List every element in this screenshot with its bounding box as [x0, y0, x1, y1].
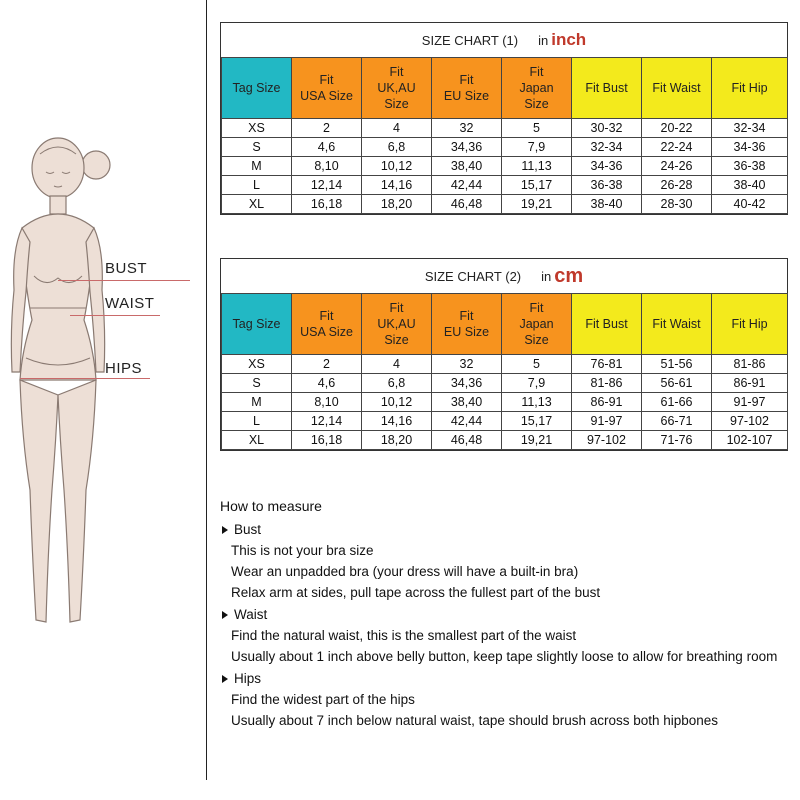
tag-size-cell: XS — [222, 119, 292, 138]
table-row — [222, 195, 788, 214]
column-header: Fit UK,AU Size — [362, 58, 432, 119]
size-cell: 38,40 — [432, 157, 502, 176]
howto-line: Usually about 1 inch above belly button, keep tape slightly loose to allow for breathing room — [231, 649, 778, 664]
size-cell: 26-28 — [642, 176, 712, 195]
chart-title — [221, 23, 787, 57]
waist-line — [70, 315, 160, 316]
table-row — [222, 176, 788, 195]
howto-line: This is not your bra size — [231, 543, 374, 558]
howto-section-title: Waist — [220, 604, 800, 625]
size-cell: 5 — [502, 119, 572, 138]
size-cell: 16,18 — [292, 431, 362, 450]
page-divider — [206, 0, 207, 780]
tag-size-cell: M — [222, 157, 292, 176]
size-cell: 11,13 — [502, 157, 572, 176]
size-cell: 56-61 — [642, 374, 712, 393]
size-cell: 32 — [432, 355, 502, 374]
size-cell: 97-102 — [572, 431, 642, 450]
table-row — [222, 355, 788, 374]
body-figure — [0, 110, 206, 650]
howto-section — [220, 668, 800, 731]
waist-label: WAIST — [105, 295, 155, 312]
column-header: Tag Size — [222, 294, 292, 355]
size-cell: 30-32 — [572, 119, 642, 138]
size-cell: 42,44 — [432, 412, 502, 431]
size-cell: 42,44 — [432, 176, 502, 195]
tag-size-cell: S — [222, 138, 292, 157]
column-header: Fit EU Size — [432, 294, 502, 355]
size-cell: 19,21 — [502, 431, 572, 450]
size-cell: 4,6 — [292, 374, 362, 393]
column-header: Fit Japan Size — [502, 58, 572, 119]
size-table — [221, 293, 788, 450]
size-chart-cm — [220, 258, 788, 451]
size-cell: 5 — [502, 355, 572, 374]
tag-size-cell: L — [222, 176, 292, 195]
size-cell: 14,16 — [362, 176, 432, 195]
howto-section — [220, 604, 800, 667]
size-cell: 91-97 — [572, 412, 642, 431]
size-cell: 46,48 — [432, 195, 502, 214]
table-row — [222, 431, 788, 450]
size-cell: 2 — [292, 355, 362, 374]
table-row — [222, 119, 788, 138]
unit-label: cm — [554, 264, 584, 287]
column-header: Fit Hip — [712, 58, 788, 119]
column-header: Fit UK,AU Size — [362, 294, 432, 355]
size-cell: 16,18 — [292, 195, 362, 214]
tag-size-cell: XS — [222, 355, 292, 374]
size-cell: 22-24 — [642, 138, 712, 157]
size-cell: 36-38 — [712, 157, 788, 176]
size-cell: 97-102 — [712, 412, 788, 431]
table-row — [222, 412, 788, 431]
size-cell: 102-107 — [712, 431, 788, 450]
tag-size-cell: S — [222, 374, 292, 393]
size-cell: 7,9 — [502, 374, 572, 393]
chart-title-text: SIZE CHART (2) — [424, 268, 522, 284]
column-header: Tag Size — [222, 58, 292, 119]
size-cell: 6,8 — [362, 138, 432, 157]
triangle-bullet-icon — [222, 675, 228, 683]
column-header: Fit USA Size — [292, 58, 362, 119]
unit-prefix: in — [541, 268, 552, 284]
how-to-measure — [220, 496, 800, 731]
table-row — [222, 374, 788, 393]
column-header: Fit Bust — [572, 58, 642, 119]
size-cell: 71-76 — [642, 431, 712, 450]
size-cell: 28-30 — [642, 195, 712, 214]
column-header: Fit Japan Size — [502, 294, 572, 355]
size-cell: 38-40 — [712, 176, 788, 195]
size-cell: 11,13 — [502, 393, 572, 412]
hips-label: HIPS — [105, 360, 143, 377]
chart-title — [221, 259, 787, 293]
unit-prefix: in — [538, 32, 549, 48]
triangle-bullet-icon — [222, 611, 228, 619]
hips-line — [20, 378, 150, 379]
size-cell: 4,6 — [292, 138, 362, 157]
howto-line: Find the natural waist, this is the smallest part of the waist — [231, 628, 577, 643]
size-cell: 15,17 — [502, 412, 572, 431]
chart-title-text: SIZE CHART (1) — [421, 32, 519, 48]
tag-size-cell: L — [222, 412, 292, 431]
size-cell: 7,9 — [502, 138, 572, 157]
tag-size-cell: XL — [222, 195, 292, 214]
size-cell: 38,40 — [432, 393, 502, 412]
size-cell: 20-22 — [642, 119, 712, 138]
size-cell: 10,12 — [362, 393, 432, 412]
size-cell: 86-91 — [572, 393, 642, 412]
howto-section — [220, 519, 800, 603]
howto-sections — [220, 519, 800, 731]
howto-line: Usually about 7 inch below natural waist, tape should brush across both hipbones — [231, 713, 719, 728]
table-row — [222, 157, 788, 176]
size-cell: 24-26 — [642, 157, 712, 176]
size-table — [221, 57, 788, 214]
column-header: Fit Hip — [712, 294, 788, 355]
size-cell: 51-56 — [642, 355, 712, 374]
column-header: Fit USA Size — [292, 294, 362, 355]
bust-line — [58, 280, 190, 281]
woman-silhouette-icon — [0, 110, 206, 650]
triangle-bullet-icon — [222, 526, 228, 534]
size-cell: 8,10 — [292, 393, 362, 412]
size-cell: 18,20 — [362, 431, 432, 450]
size-cell: 34-36 — [572, 157, 642, 176]
size-cell: 32 — [432, 119, 502, 138]
size-cell: 4 — [362, 355, 432, 374]
size-cell: 34,36 — [432, 374, 502, 393]
howto-line: Relax arm at sides, pull tape across the fullest part of the bust — [231, 585, 601, 600]
size-cell: 40-42 — [712, 195, 788, 214]
size-cell: 34,36 — [432, 138, 502, 157]
column-header: Fit Waist — [642, 58, 712, 119]
column-header: Fit Bust — [572, 294, 642, 355]
tag-size-cell: M — [222, 393, 292, 412]
size-cell: 38-40 — [572, 195, 642, 214]
column-header: Fit Waist — [642, 294, 712, 355]
size-cell: 66-71 — [642, 412, 712, 431]
size-cell: 18,20 — [362, 195, 432, 214]
table-row — [222, 393, 788, 412]
size-cell: 8,10 — [292, 157, 362, 176]
howto-line: Wear an unpadded bra (your dress will have a built-in bra) — [231, 564, 579, 579]
howto-line: Find the widest part of the hips — [231, 692, 415, 707]
tag-size-cell: XL — [222, 431, 292, 450]
size-cell: 10,12 — [362, 157, 432, 176]
size-cell: 32-34 — [572, 138, 642, 157]
size-cell: 12,14 — [292, 176, 362, 195]
size-cell: 15,17 — [502, 176, 572, 195]
size-cell: 32-34 — [712, 119, 788, 138]
howto-heading: How to measure — [220, 498, 322, 514]
header-row — [222, 294, 788, 355]
size-cell: 4 — [362, 119, 432, 138]
table-row — [222, 138, 788, 157]
size-cell: 81-86 — [572, 374, 642, 393]
size-cell: 14,16 — [362, 412, 432, 431]
size-cell: 61-66 — [642, 393, 712, 412]
size-cell: 36-38 — [572, 176, 642, 195]
size-cell: 86-91 — [712, 374, 788, 393]
size-chart-inch — [220, 22, 788, 215]
bust-label: BUST — [105, 260, 148, 277]
unit-label: inch — [551, 30, 587, 49]
howto-section-title: Hips — [220, 668, 800, 689]
size-cell: 12,14 — [292, 412, 362, 431]
size-cell: 2 — [292, 119, 362, 138]
size-cell: 76-81 — [572, 355, 642, 374]
size-cell: 6,8 — [362, 374, 432, 393]
size-cell: 34-36 — [712, 138, 788, 157]
header-row — [222, 58, 788, 119]
size-cell: 81-86 — [712, 355, 788, 374]
size-cell: 19,21 — [502, 195, 572, 214]
size-cell: 91-97 — [712, 393, 788, 412]
size-cell: 46,48 — [432, 431, 502, 450]
howto-section-title: Bust — [220, 519, 800, 540]
column-header: Fit EU Size — [432, 58, 502, 119]
